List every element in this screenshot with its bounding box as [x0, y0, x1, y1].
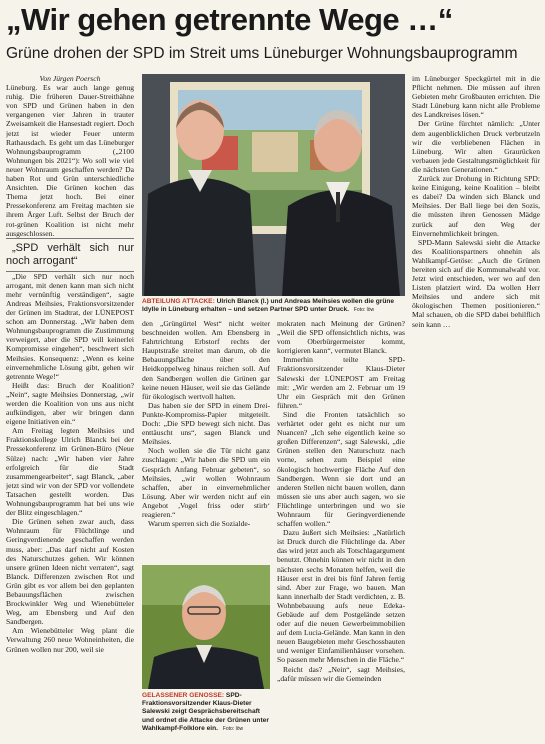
photo-caption-top: [142, 298, 405, 314]
paragraph: Heißt das: Bruch der Koalition? „Nein“, sagte Meihsies Donnerstag, „wir werden die Koalition von uns aus nicht aufkündigen, aber wir bringen dann eigene Initiativen ein.“: [6, 380, 134, 427]
photo-image: [142, 565, 270, 689]
column-2: [142, 319, 270, 557]
caption-label: GELASSENER GENOSSE:: [142, 692, 225, 699]
photo-image: [142, 74, 405, 296]
paragraph: Sind die Fronten tatsächlich so verhärtet oder geht es nicht nur um Nuancen? „Ich sehe eigentlich keine so großen Differenzen“, sagt Salewski, „die Grünen stellen den Naturschutz nach vorne, sehen zum Beispiel eine ökologisch hochwertige Fläche Auf den Sandbergen. Wenn sie dort und an anderen Stellen nicht bauen wollen, dann müssen sie uns aber auch sagen, wo sie Flüchtlinge unterbringen und wo sie Wohnraum für Geringverdienende schaffen wollen.“: [277, 409, 405, 529]
paragraph: SPD-Mann Salewski sieht die Attacke des Koalitionspartners ohnehin als Wahlkampf-Getöse: „Auch die Grünen bereiten sich auf die Kommunalwahl vor. Jetzt wird entschieden, wer wo auf den Listen platziert wird. Da wollen Herr Meihsies und andere sich mit ökologischen Themen positionieren.“ Mal schauen, ob die SPD dabei behilflich sein kann …: [412, 237, 540, 329]
paragraph: Der Grüne fürchtet nämlich: „Unter dem augenblicklichen Druck verbrutzeln wir die verbliebenen Flächen in Lüneburg. Wir alten Graurücken verbauen jede Gestaltungsmöglichkeit für die nächsten Generationen.“: [412, 119, 540, 174]
subheadline: Grüne drohen der SPD im Streit ums Lüneburger Wohnungsbauprogramm: [6, 45, 518, 62]
photo-blanck-meihsies: [142, 74, 405, 296]
column-3: [277, 319, 405, 740]
column-1: [6, 74, 134, 740]
paragraph: Zurück zur Drohung in Richtung SPD: keine Einigung, keine Koalition – bleibt es dabei? Da winden sich Blanck und Meihsies. Der Ball liege bei den Sozis, die müssten ihren Genossen Mädge zurück auf den Weg der Einvernehmlichkeit bringen.: [412, 174, 540, 238]
caption-label: ABTEILUNG ATTACKE:: [142, 298, 215, 305]
paragraph: Immerhin teilte SPD-Fraktionsvorsitzender Klaus-Dieter Salewski der LÜNEPOST am Freitag mit: „Wir werden am 2. Februar um 19 Uhr ein Gespräch mit den Grünen führen.“: [277, 355, 405, 410]
paragraph: im Lüneburger Speckgürtel mit in die Pflicht nehmen. Die müssen auf ihren Gebieten mehr Großbauten errichten. Die Stadt Lüneburg kann nicht alle Probleme des Landkreises lösen.“: [412, 74, 540, 120]
paragraph: Dazu äußert sich Meihsies: „Natürlich ist Druck durch die Flüchtlinge da. Aber das wird jetzt auch als Totschlagargument benutzt. Ohnehin können wir nicht in den nächsten sechs Monaten helfen, weil die Häuser erst in drei bis fünf Jahren fertig sind. Aber zur Frage, wo bauen. Man kann innerhalb der Stadt verdichten, z. B. Wohnbebauung aufs neue Edeka-Gebäude auf dem Postgelände setzen oder auf die neuen Gewerbeimmobilien auf dem Lucia-Gelände. Man kann in den neuen Baugebieten mehr Geschossbauten und weniger Einfamilienhäuser vorsehen. So passen mehr Menschen in die Fläche.“: [277, 528, 405, 665]
paragraph: Warum sperren sich die Sozialde-: [148, 519, 251, 529]
headline: „Wir gehen getrennte Wege …“: [6, 2, 453, 37]
author-line: Von Jürgen Poersch: [39, 74, 101, 83]
paragraph: „Die SPD verhält sich nur noch arrogant, mit denen kann man sich nicht mehr vernünftig verständigen“, sagte Andreas Meihsies, Fraktionsvorsitzender der Grünen im Stadtrat, der LÜNEPOST schon am Donnerstag. „Wir haben dem Wohnungsbauprogramm die Zustimmung verweigert, aber die SPD will keinerlei Kompromisse eingehen“, beschwert sich Meihsies. Konsequenz: „Wenn es keine einvernehmliche Lösung gibt, gehen wir getrennte Wege!“: [6, 271, 134, 381]
photo-credit: Foto: löw: [222, 725, 244, 732]
paragraph: mokraten nach Meinung der Grünen? „Weil die SPD offensichtlich nichts, was vom Oberbürgermeister kommt, korrigieren kann“, vermutet Blanck.: [277, 319, 405, 356]
photo-salewski: [142, 565, 270, 689]
caption-text: SPD-Fraktionsvorsitzender Klaus-Dieter Salewski zeigt Gesprächsbereitschaft und ordnet die Attacke der Grünen unter Wahlkampf-Folklore ein.: [142, 692, 269, 732]
pull-quote: „SPD verhält sich nur noch arrogant“: [6, 238, 134, 272]
photo-credit: Foto: löw: [353, 307, 375, 314]
paragraph: Am Wienebütteler Weg plant die Verwaltung 260 neue Wohneinheiten, die Grünen wollen nur 200, weil sie: [6, 626, 134, 654]
paragraph: Das haben sie der SPD in einem Drei-Punkte-Kompromiss-Papier mitgeteilt. Doch: „Die SPD bewegt sich nicht. Das enttäuscht uns“, sagen Blanck und Meihsies.: [142, 400, 270, 447]
paragraph: Am Freitag legten Meihsies und Fraktionskollege Ulrich Blanck bei der Pressekonferenz im Grünen-Büro (Neue Sülze) nach: „Wir haben vier Jahre erfolgreich für die Stadt zusammengearbeitet“, sagt Blanck, „aber jetzt sind wir von der SPD vor vollendete Tatsachen gestellt worden. Das Wohnungsbauprogramm hat bei uns wie der Blitz eingeschlagen.“: [6, 426, 134, 518]
photo-caption-bottom: [142, 692, 270, 733]
paragraph: Die Grünen sehen zwar auch, dass Wohnraum für Flüchtlinge und Geringverdienende geschaffen werden muss, aber: „Das darf nicht auf Kosten des Naturschutzes gehen. Wir können unsere grünen Ideen nicht verraten“, sagt Blanck. Differenzen zwischen Rot und Grün gibt es vor allem bei den geplanten Bebauungsflächen zwischen Brockwinkler Weg und Wienebütteler Weg, am Ebensberg und Auf den Sandbergen.: [6, 517, 134, 627]
lead-paragraph: Lüneburg. Es war auch lange genug ruhig. Die früheren Dauer-Streithähne von SPD und Grünen haben in den vergangenen vier Jahren in trauter Zweisamkeit die Hansestadt regiert. Doch jetzt ist wieder Feuer unterm Rathausdach. Es geht um das Lüneburger Wohnungsbauprogramm („2100 Wohnungen bis 2021“): Wo soll wie viel neuer Wohnraum geschaffen werden? Da haben Rot und Grün unterschiedliche Ansichten. Die Grünen kochen das Thema jetzt hoch. Bei einer Pressekonferenz am Freitag machten sie ihrem Ärger Luft. Selbst der Bruch der rot-grünen Koalition ist nicht mehr ausgeschlossen.: [6, 83, 134, 238]
caption-text: Ulrich Blanck (l.) und Andreas Meihsies wollen die grüne Idylle in Lüneburg erhalten – und setzen Partner SPD unter Druck.: [142, 298, 395, 314]
paragraph: Noch wollen sie die Tür nicht ganz zuschlagen: „Wir haben die SPD um ein Gespräch Anfang Februar gebeten“, so Meihsies, „wir wollen Wohnraum schaffen, aber in einvernehmlicher Lösung. Aber wir werden nicht auf ein Angebot ,Vogel friss oder stirb‘ reagieren.“: [142, 446, 270, 519]
paragraph: Reicht das? „Nein“, sagt Meihsies, „dafür müssen wir die Gemeinden: [277, 664, 405, 683]
column-4: [412, 74, 540, 374]
paragraph: den „Grüngürtel West“ nicht weiter beschneiden wollen. Am Ebensberg in Fahrtrichtung Erbstorf rechts der Hauptstraße streitet man darum, ob die Bebauungsfläche über den Heidkoppelweg hinaus reichen soll. Auf den Sandbergen wollen die Grünen gar keine neuen Häuser, weil sie das Gelände für ökologisch wertvoll halten.: [142, 319, 270, 401]
